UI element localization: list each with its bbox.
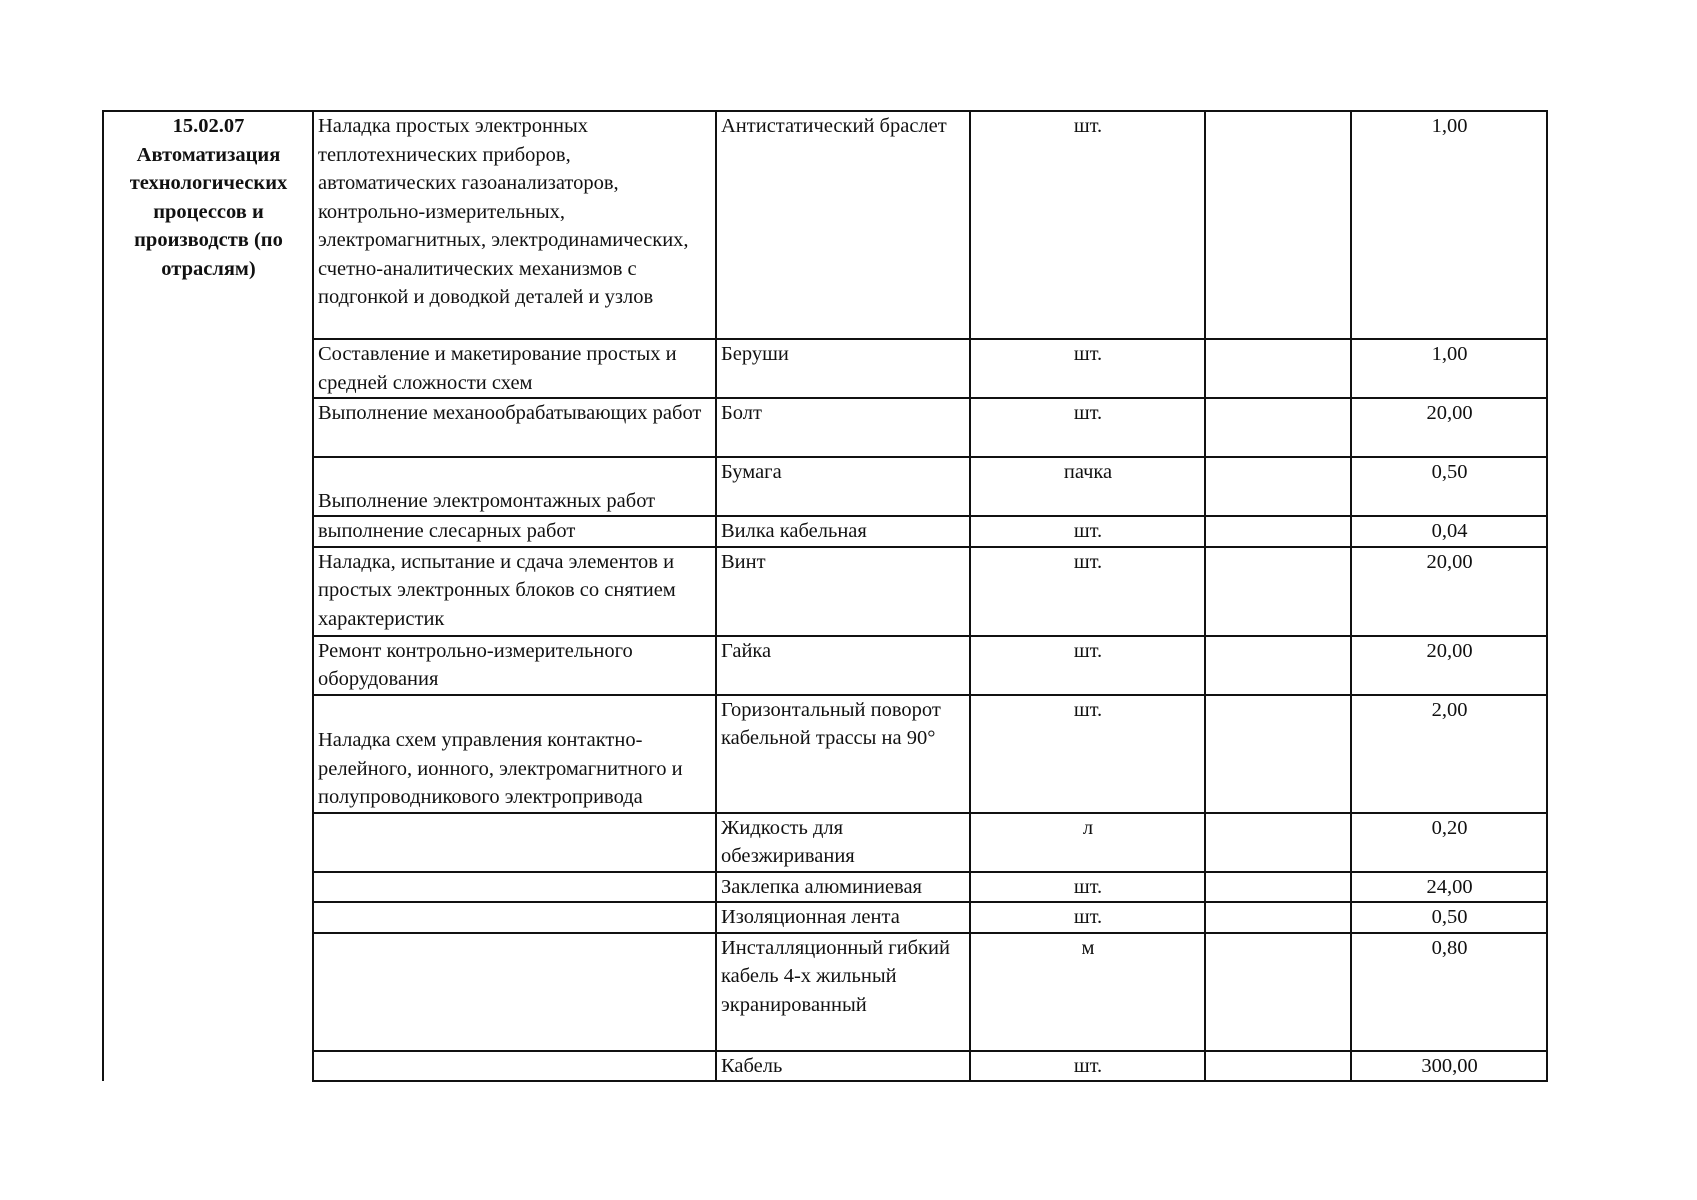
specialty-title: Автоматизация технологических процессов и производств (по отраслям)	[129, 143, 288, 280]
table-row	[103, 547, 1547, 636]
work-cell: Составление и макетирование простых и средней сложности схем	[313, 339, 716, 398]
unit-cell: шт.	[970, 872, 1205, 903]
work-cell: Наладка простых электронных теплотехнических приборов, автоматических газоанализаторов, контрольно-измерительных, электромагнитных, электродинамических, счетно-аналитических механизмов с подгонкой и доводкой деталей и узлов	[313, 111, 716, 339]
table-row	[103, 457, 1547, 516]
extra-cell	[1205, 902, 1351, 933]
table-row	[103, 933, 1547, 1051]
unit-cell: шт.	[970, 111, 1205, 339]
quantity-cell: 1,00	[1351, 111, 1547, 339]
quantity-cell: 24,00	[1351, 872, 1547, 903]
work-cell: Выполнение механообрабатывающих работ	[313, 398, 716, 457]
quantity-cell: 20,00	[1351, 547, 1547, 636]
table-row	[103, 902, 1547, 933]
table-row	[103, 398, 1547, 457]
unit-cell: шт.	[970, 636, 1205, 695]
extra-cell	[1205, 111, 1351, 339]
unit-cell: шт.	[970, 339, 1205, 398]
specialty-code: 15.02.07	[172, 115, 245, 137]
work-cell	[313, 902, 716, 933]
work-cell: Ремонт контрольно-измерительного оборудования	[313, 636, 716, 695]
unit-cell: шт.	[970, 398, 1205, 457]
item-cell: Гайка	[716, 636, 970, 695]
extra-cell	[1205, 933, 1351, 1051]
work-cell: Наладка, испытание и сдача элементов и простых электронных блоков со снятием характеристик	[313, 547, 716, 636]
item-cell: Кабель	[716, 1051, 970, 1082]
extra-cell	[1205, 1051, 1351, 1082]
table-row	[103, 1051, 1547, 1082]
quantity-cell: 2,00	[1351, 695, 1547, 813]
item-cell: Заклепка алюминиевая	[716, 872, 970, 903]
table-row	[103, 636, 1547, 695]
quantity-cell: 0,50	[1351, 902, 1547, 933]
materials-table	[102, 110, 1548, 1082]
work-cell	[313, 872, 716, 903]
unit-cell: шт.	[970, 547, 1205, 636]
unit-cell: шт.	[970, 1051, 1205, 1082]
item-cell: Жидкость для обезжиривания	[716, 813, 970, 872]
table-row	[103, 813, 1547, 872]
unit-cell: л	[970, 813, 1205, 872]
work-cell: Выполнение электромонтажных работ	[313, 457, 716, 516]
table-row	[103, 339, 1547, 398]
extra-cell	[1205, 872, 1351, 903]
table-row	[103, 695, 1547, 813]
unit-cell: шт.	[970, 516, 1205, 547]
quantity-cell: 0,50	[1351, 457, 1547, 516]
work-cell: Наладка схем управления контактно-релейного, ионного, электромагнитного и полупроводникового электропривода	[313, 695, 716, 813]
item-cell: Горизонтальный поворот кабельной трассы на 90°	[716, 695, 970, 813]
specialty-cell	[103, 111, 313, 1081]
work-cell: выполнение слесарных работ	[313, 516, 716, 547]
work-cell	[313, 813, 716, 872]
quantity-cell: 20,00	[1351, 398, 1547, 457]
extra-cell	[1205, 636, 1351, 695]
item-cell: Беруши	[716, 339, 970, 398]
quantity-cell: 20,00	[1351, 636, 1547, 695]
extra-cell	[1205, 516, 1351, 547]
extra-cell	[1205, 457, 1351, 516]
item-cell: Болт	[716, 398, 970, 457]
table-row	[103, 516, 1547, 547]
extra-cell	[1205, 398, 1351, 457]
extra-cell	[1205, 547, 1351, 636]
quantity-cell: 0,04	[1351, 516, 1547, 547]
quantity-cell: 1,00	[1351, 339, 1547, 398]
work-cell	[313, 933, 716, 1051]
unit-cell: шт.	[970, 902, 1205, 933]
work-cell	[313, 1051, 716, 1082]
item-cell: Изоляционная лента	[716, 902, 970, 933]
extra-cell	[1205, 813, 1351, 872]
item-cell: Вилка кабельная	[716, 516, 970, 547]
quantity-cell: 0,80	[1351, 933, 1547, 1051]
quantity-cell: 0,20	[1351, 813, 1547, 872]
extra-cell	[1205, 695, 1351, 813]
item-cell: Антистатический браслет	[716, 111, 970, 339]
unit-cell: шт.	[970, 695, 1205, 813]
materials-sheet	[102, 110, 1546, 1082]
extra-cell	[1205, 339, 1351, 398]
table-row	[103, 111, 1547, 339]
item-cell: Инсталляционный гибкий кабель 4-х жильный экранированный	[716, 933, 970, 1051]
item-cell: Винт	[716, 547, 970, 636]
unit-cell: пачка	[970, 457, 1205, 516]
quantity-cell: 300,00	[1351, 1051, 1547, 1082]
item-cell: Бумага	[716, 457, 970, 516]
unit-cell: м	[970, 933, 1205, 1051]
table-row	[103, 872, 1547, 903]
